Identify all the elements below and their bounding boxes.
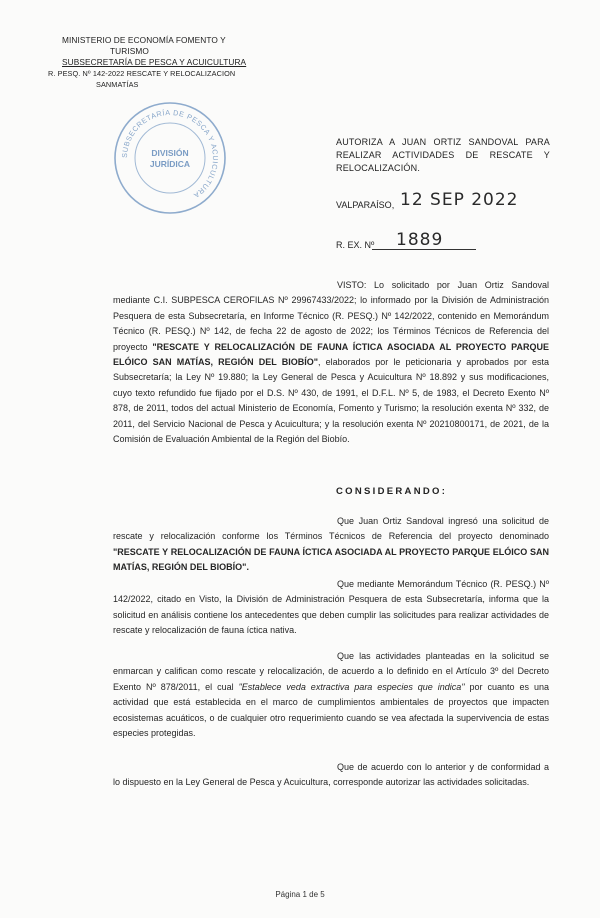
- division-juridica-seal: [112, 100, 228, 216]
- considerando-1-text: Que Juan Ortiz Sandoval ingresó una solicitud de rescate y relocalización conforme los Términos Técnicos de Referencia del proyecto denominado: [113, 516, 549, 542]
- considerando-3-text-1: Que las actividades planteadas en la solicitud se enmarcan y califican como rescate y relocalización, de acuerdo a lo definido en el Artículo 3º del Decreto Exento Nº 878/2011, el cual: [113, 651, 549, 692]
- considerando-4-text: Que de acuerdo con lo anterior y de conformidad a lo dispuesto en la Ley General de Pesca y Acuicultura, corresponde autorizar las actividades solicitadas.: [113, 762, 549, 788]
- ministry-line-2: TURISMO: [110, 46, 149, 56]
- ministry-header: [48, 35, 247, 90]
- rex-label: R. EX. Nº: [336, 240, 375, 250]
- visto-paragraph: [113, 278, 549, 447]
- considerando-heading: CONSIDERANDO:: [336, 486, 448, 497]
- considerando-2: [113, 577, 549, 639]
- rex-number: 1889: [396, 230, 444, 250]
- ministry-line-1: MINISTERIO DE ECONOMÍA FOMENTO Y: [62, 35, 226, 45]
- resolution-subject: [336, 136, 550, 175]
- considerando-4: [113, 760, 549, 791]
- page-footer: Página 1 de 5: [275, 890, 325, 899]
- considerando-3: [113, 649, 549, 741]
- visto-project-title: "RESCATE Y RELOCALIZACIÓN DE FAUNA ÍCTICA ASOCIADA AL PROYECTO PARQUE ELÓICO SAN MATÍAS, REGIÓN DEL BIOBÍO": [113, 341, 549, 368]
- seal-ring-text: SUBSECRETARÍA DE PESCA Y ACUICULTURA: [119, 107, 221, 201]
- subsecretaria-line: SUBSECRETARÍA DE PESCA Y ACUICULTURA: [62, 57, 247, 67]
- subject-line-1: AUTORIZA A JUAN ORTIZ SANDOVAL PARA: [336, 137, 550, 147]
- visto-text-2: , elaborados por le peticionaria y aprobados por esta Subsecretaría; la Ley Nº 19.880; la Ley General de Pesca y Acuicultura Nº 18.892 y sus modificaciones, cuyo texto refundido fue fijado por el D.S. Nº 430, de 1991, el D.F.L. Nº 5, de 1983, el Decreto Exento Nº 878, de 2011, todos del actual Ministerio de Economía, Fomento y Turismo; la resolución exenta Nº 332, de 2011, del Servicio Nacional de Pesca y Acuicultura; y la resolución exenta Nº 20210800171, de 2021, de la Comisión de Evaluación Ambiental de la Región del Biobío.: [113, 357, 549, 445]
- considerando-3-quote: "Establece veda extractiva para especies que indica": [238, 681, 465, 692]
- seal-center-line-1: DIVISIÓN: [151, 148, 189, 158]
- date-stamp: 12 SEP 2022: [400, 190, 519, 210]
- considerando-3-text-2: por cuanto es una actividad que está establecida en el marco de cumplimientos ambientales de proyectos que impacten ecosistemas acuáticos, o de cualquier otro requerimiento cuando se vea afectada la supervivencia de estas especies protegidas.: [113, 681, 549, 739]
- considerando-1: [113, 514, 549, 576]
- visto-text-1: VISTO: Lo solicitado por Juan Ortiz Sandoval mediante C.I. SUBPESCA CEROFILAS Nº 29967433/2022; lo informado por la División de Administración Pesquera de esta Subsecretaría, en Informe Técnico (R. PESQ.) Nº 142/2022, contenido en Memorándum Técnico (R. PESQ.) Nº 142, de fecha 22 de agosto de 2022; los Términos Técnicos de Referencia del proyecto: [113, 280, 549, 352]
- resolution-reference: R. PESQ. Nº 142-2022 RESCATE Y RELOCALIZACION: [48, 69, 236, 78]
- place-label: VALPARAÍSO,: [336, 200, 395, 210]
- considerando-1-project-title: "RESCATE Y RELOCALIZACIÓN DE FAUNA ÍCTICA ASOCIADA AL PROYECTO PARQUE ELÓICO SAN MATÍAS, REGIÓN DEL BIOBÍO".: [113, 546, 549, 573]
- subject-line-3: RELOCALIZACIÓN.: [336, 163, 421, 173]
- considerando-2-text: Que mediante Memorándum Técnico (R. PESQ.) Nº 142/2022, citado en Visto, la División de Administración Pesquera de esta Subsecretaría, informa que la solicitud en análisis contiene los antecedentes que deben cumplir las solicitudes para realizar actividades de rescate y relocalización de fauna íctica nativa.: [113, 579, 549, 636]
- seal-center-line-2: JURÍDICA: [149, 159, 191, 169]
- resolution-location: SANMATÍAS: [96, 80, 139, 89]
- subject-line-2: REALIZAR ACTIVIDADES DE RESCATE Y: [336, 150, 550, 160]
